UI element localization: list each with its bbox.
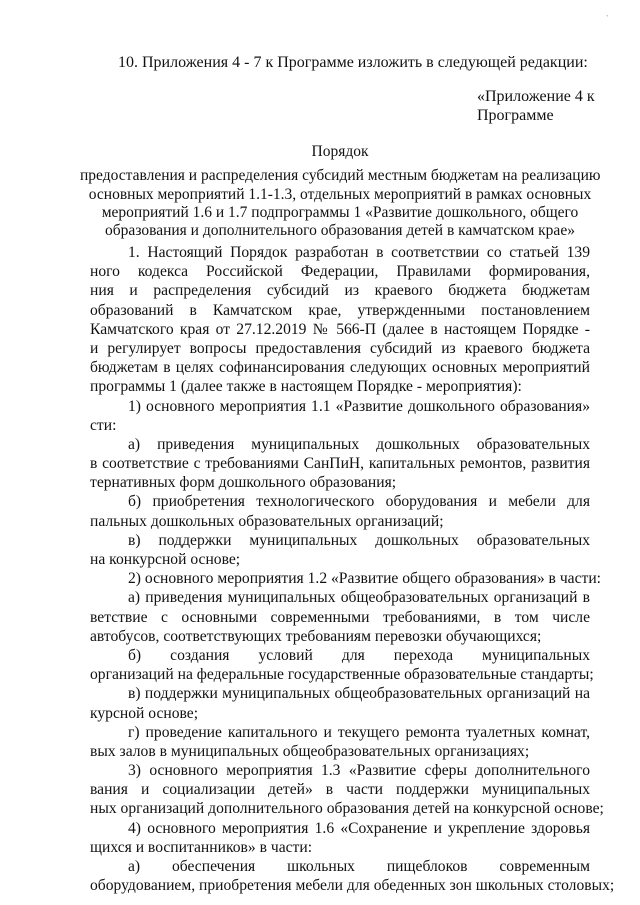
body-line: бюджетам в целях софинансирования следующих основных мероприятий: [90, 359, 590, 377]
body-line: ветствие с основными современными требованиями, в том числе: [90, 608, 590, 626]
body-line: в) поддержки муниципальных дошкольных образовательных: [128, 531, 590, 549]
body-line: 3) основного мероприятия 1.3 «Развитие сферы дополнительного: [128, 762, 590, 780]
body-line: в соответствие с требованиями СанПиН, капитальных ремонтов, развития: [90, 455, 590, 473]
appendix-line: «Приложение 4 к: [477, 88, 595, 105]
body-line: ния и распределения субсидий из краевого бюджета бюджетам: [90, 282, 590, 300]
body-line: г) проведение капитального и текущего ремонта туалетных комнат,: [128, 723, 590, 741]
body-text: [90, 243, 615, 895]
body-line: 4) основного мероприятия 1.6 «Сохранение и укрепление здоровья: [128, 819, 590, 837]
body-line: пальных дошкольных образовательных организаций;: [90, 512, 444, 530]
title-line: образования и дополнительного образования детей в камчатском крае»: [105, 222, 575, 240]
body-line: ных организаций дополнительного образования детей на конкурсной основе;: [90, 800, 604, 818]
body-line: 2) основного мероприятия 1.2 «Развитие общего образования» в части:: [128, 570, 601, 588]
body-line: оборудованием, приобретения мебели для обеденных зон школьных столовых;: [90, 877, 615, 895]
appendix-reference: [477, 87, 595, 125]
body-line: организаций на федеральные государственные образовательные стандарты;: [90, 666, 594, 684]
body-line: вания и социализации детей» в части поддержки муниципальных: [90, 781, 590, 799]
body-line: а) приведения муниципальных общеобразовательных организаций в: [128, 589, 590, 607]
body-line: б) создания условий для перехода муниципальных: [128, 646, 590, 664]
body-line: тернативных форм дошкольного образования;: [90, 474, 397, 492]
body-line: ного кодекса Российской Федерации, Правилами формирования,: [90, 263, 590, 281]
body-line: щихся и воспитанников» в части:: [90, 838, 313, 856]
title-line: основных мероприятий 1.1-1.3, отдельных мероприятий в рамках основных: [88, 185, 592, 203]
body-line: 1) основного мероприятия 1.1 «Развитие дошкольного образования»: [128, 397, 590, 415]
body-line: программы 1 (далее также в настоящем Порядке - мероприятия):: [90, 378, 522, 396]
scan-mark: ˋ: [606, 14, 609, 23]
body-line: вых залов в муниципальных общеобразовательных организациях;: [90, 742, 530, 760]
body-line: а) приведения муниципальных дошкольных образовательных: [128, 435, 590, 453]
body-line: а) обеспечения школьных пищеблоков современным: [128, 858, 590, 875]
title-line: предоставления и распределения субсидий местным бюджетам на реализацию: [80, 167, 601, 185]
title-line: мероприятий 1.6 и 1.7 подпрограммы 1 «Развитие дошкольного, общего: [101, 203, 579, 221]
body-line: в) поддержки муниципальных общеобразовательных организаций на: [128, 685, 590, 703]
body-line: б) приобретения технологического оборудования и мебели для: [128, 493, 590, 511]
title-heading: Порядок: [311, 143, 369, 160]
body-line: и регулирует вопросы предоставления субсидий из краевого бюджета: [90, 339, 590, 357]
body-line: сти:: [90, 416, 117, 434]
appendix-line: Программе: [477, 107, 554, 124]
document-title: [80, 143, 600, 240]
body-line: автобусов, соответствующих требованиям перевозки обучающихся;: [90, 627, 542, 645]
body-line: курсной основе;: [90, 704, 199, 722]
body-line: 1. Настоящий Порядок разработан в соответствии со статьей 139: [128, 244, 590, 261]
body-line: на конкурсной основе;: [90, 551, 241, 568]
body-line: образований в Камчатском крае, утвержденными постановлением: [90, 301, 590, 319]
body-line: Камчатского края от 27.12.2019 № 566-П (далее в настоящем Порядке -: [90, 320, 590, 338]
intro-line: 10. Приложения 4 - 7 к Программе изложить в следующей редакции:: [118, 54, 588, 71]
